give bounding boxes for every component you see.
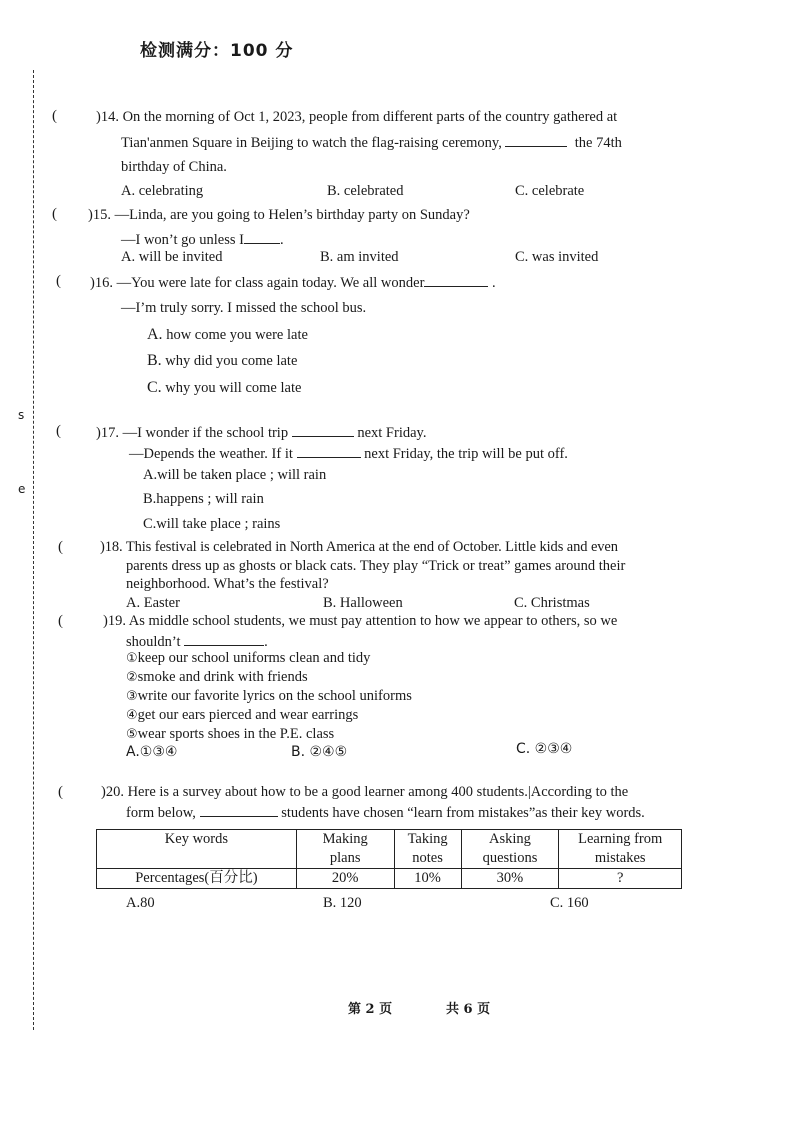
exam-score-title: 检测满分：100 分: [140, 41, 294, 61]
table-cell: 10%: [394, 869, 461, 889]
option-text: why did you come late: [165, 353, 298, 369]
q14-line2: [121, 133, 622, 152]
q14-option-c: C. celebrate: [515, 183, 585, 199]
option-text: why you will come late: [165, 380, 302, 396]
q16-option-b: [147, 352, 297, 370]
answer-paren: (: [58, 613, 63, 629]
q14-line3: birthday of China.: [121, 159, 227, 175]
answer-blank[interactable]: [505, 133, 567, 147]
q19-line1: )19. As middle school students, we must pay attention to how we appear to others, so we: [103, 613, 618, 629]
item-text: wear sports shoes in the P.E. class: [137, 726, 335, 742]
page-number: 第 2 页: [348, 1002, 393, 1017]
header-text: Key words: [164, 831, 229, 847]
item-number: ③: [126, 689, 138, 704]
option-text: how come you were late: [166, 327, 308, 343]
q19-item-1: [126, 650, 370, 667]
q17-line1-text: )17. —I wonder if the school trip: [96, 425, 289, 441]
q16-line1: [90, 273, 496, 292]
option-letter: A.: [147, 326, 163, 343]
margin-char-e: e: [18, 482, 26, 496]
page-total: 共 6 页: [446, 1002, 491, 1017]
q18-line2: parents dress up as ghosts or black cats. They play “Trick or treat” games around their: [126, 558, 626, 574]
q16-option-a: [147, 326, 308, 344]
item-number: ②: [126, 670, 138, 685]
table-header-cell: [296, 830, 394, 869]
margin-char-s: s: [18, 408, 25, 422]
q15-line2-text: —I won’t go unless I: [121, 232, 244, 248]
q19-item-2: [126, 669, 308, 686]
header-text: questions: [482, 850, 538, 866]
table-header-cell: [394, 830, 461, 869]
q18-option-c: C. Christmas: [514, 595, 590, 611]
header-text: plans: [329, 850, 361, 866]
q19-option-c: C. ②③④: [516, 741, 573, 757]
q16-line1-text: )16. —You were late for class again today. We all wonder: [90, 275, 425, 291]
q15-option-a: A. will be invited: [121, 249, 223, 265]
q19-item-3: [126, 688, 412, 705]
q16-option-c: [147, 379, 301, 397]
q18-option-b: B. Halloween: [323, 595, 403, 611]
option-letter: C.: [147, 379, 162, 396]
q17-line1: [96, 423, 426, 442]
q19-item-5: [126, 726, 334, 743]
q17-line2-text: —Depends the weather. If it: [129, 446, 293, 462]
table-cell: ?: [559, 869, 682, 889]
survey-table: [96, 829, 682, 889]
answer-blank[interactable]: [297, 444, 361, 458]
header-text: Asking: [489, 831, 531, 847]
q19-item-4: [126, 707, 358, 724]
answer-paren: (: [52, 108, 57, 124]
q20-line2-text: form below,: [126, 805, 196, 821]
table-cell: Percentages(百分比): [97, 869, 297, 889]
q20-line2: [126, 803, 645, 822]
q19-line2-text: shouldn’t: [126, 634, 181, 650]
item-number: ①: [126, 651, 138, 666]
q14-option-a: A. celebrating: [121, 183, 204, 199]
answer-blank[interactable]: [244, 230, 280, 244]
table-header-row: [97, 830, 682, 869]
q15-line2-tail: .: [279, 232, 284, 248]
q18-option-a: A. Easter: [126, 595, 180, 611]
q17-option-b: B.happens ; will rain: [143, 491, 264, 507]
q15-option-c: C. was invited: [515, 249, 599, 265]
q16-line1-tail: .: [492, 275, 496, 291]
answer-blank[interactable]: [184, 632, 264, 646]
header-text: Taking: [407, 831, 448, 847]
answer-paren: (: [52, 206, 57, 222]
q19-line2: [126, 632, 268, 651]
q20-line2-tail: students have chosen “learn from mistakes”as their key words.: [281, 805, 645, 821]
answer-blank[interactable]: [424, 273, 488, 287]
q19-option-a: A.①③④: [126, 744, 178, 760]
table-header-cell: [461, 830, 559, 869]
q16-line2: —I’m truly sorry. I missed the school bus.: [121, 300, 367, 316]
q17-line1-tail: next Friday.: [357, 425, 427, 441]
header-text: notes: [412, 850, 443, 866]
q20-option-a: A.80: [126, 895, 155, 911]
q14-option-b: B. celebrated: [327, 183, 404, 199]
q15-line2: [121, 230, 284, 249]
q15-option-b: B. am invited: [320, 249, 399, 265]
answer-paren: (: [58, 784, 63, 800]
q17-option-a: A.will be taken place ; will rain: [143, 467, 327, 483]
q19-line2-tail: .: [264, 634, 268, 650]
option-letter: B.: [147, 352, 162, 369]
item-text: write our favorite lyrics on the school uniforms: [137, 688, 412, 704]
q14-line1: )14. On the morning of Oct 1, 2023, people from different parts of the country gathered at: [96, 109, 618, 125]
item-number: ④: [126, 708, 138, 723]
q20-option-b: B. 120: [323, 895, 362, 911]
answer-paren: (: [58, 539, 63, 555]
q20-option-c: C. 160: [550, 895, 589, 911]
q17-line2-tail: next Friday, the trip will be put off.: [364, 446, 568, 462]
binding-dashed-line: [33, 70, 34, 1030]
q14-line2-text: Tian'anmen Square in Beijing to watch the flag-raising ceremony,: [121, 135, 502, 151]
header-text: Learning from: [578, 831, 663, 847]
q17-option-c: C.will take place ; rains: [143, 516, 281, 532]
header-text: Making: [322, 831, 368, 847]
q19-option-b: B. ②④⑤: [291, 744, 348, 760]
table-header-cell: [97, 830, 297, 869]
q15-line1: )15. —Linda, are you going to Helen’s birthday party on Sunday?: [88, 207, 470, 223]
answer-blank[interactable]: [200, 803, 278, 817]
q18-line3: neighborhood. What’s the festival?: [126, 576, 329, 592]
answer-blank[interactable]: [292, 423, 354, 437]
q20-line1: )20. Here is a survey about how to be a good learner among 400 students.|According to the: [101, 784, 629, 800]
item-text: get our ears pierced and wear earrings: [137, 707, 359, 723]
answer-paren: (: [56, 423, 61, 439]
q17-line2: [129, 444, 568, 463]
table-header-cell: [559, 830, 682, 869]
header-text: mistakes: [594, 850, 646, 866]
table-cell: 30%: [461, 869, 559, 889]
answer-paren: (: [56, 273, 61, 289]
q14-line2-tail: the 74th: [574, 135, 622, 151]
item-number: ⑤: [126, 727, 138, 742]
table-cell: 20%: [296, 869, 394, 889]
q18-line1: )18. This festival is celebrated in North America at the end of October. Little kids and even: [100, 539, 618, 555]
item-text: keep our school uniforms clean and tidy: [137, 650, 371, 666]
table-row: [97, 869, 682, 889]
item-text: smoke and drink with friends: [137, 669, 308, 685]
